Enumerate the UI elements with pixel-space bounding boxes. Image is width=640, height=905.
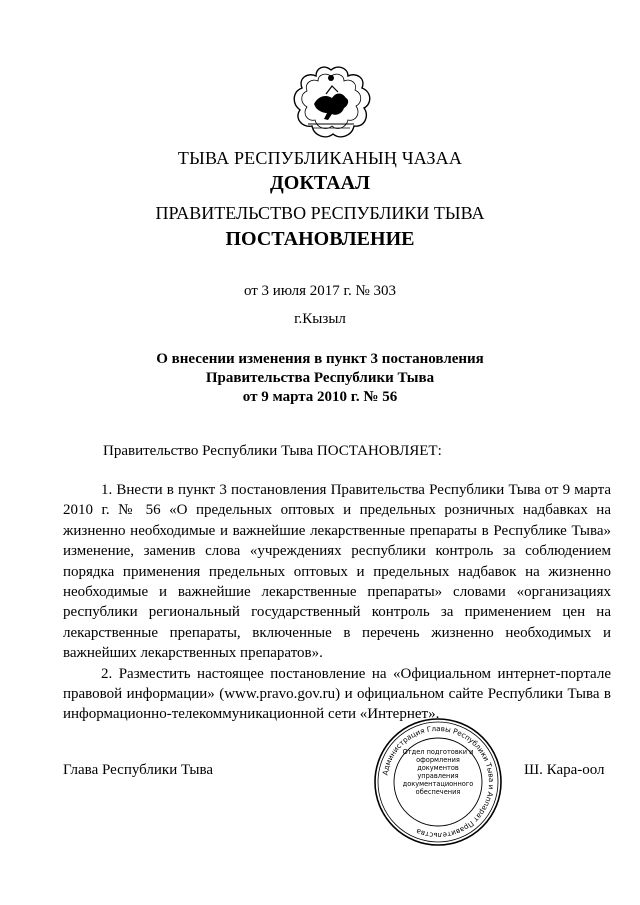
stamp-ring-text: Администрация Главы Республики Тыва и Аппарат Правительства xyxy=(380,723,497,841)
government-title: ПРАВИТЕЛЬСТВО РЕСПУБЛИКИ ТЫВА xyxy=(155,203,485,223)
tyva-government-title: ТЫВА РЕСПУБЛИКАНЫҢ ЧАЗАА xyxy=(177,148,463,168)
document-place: г.Кызыл xyxy=(294,311,346,327)
signatory-position: Глава Республики Тыва xyxy=(63,762,214,778)
tyva-document-type: ДОКТААЛ xyxy=(270,172,370,194)
document-title-line: от 9 марта 2010 г. № 56 xyxy=(242,389,398,405)
document-type: ПОСТАНОВЛЕНИЕ xyxy=(225,228,415,250)
paragraph-2: 2. Разместить настоящее постановление на «Официальном интернет-портале правовой информации» (www.pravo.gov.ru) и официальном сайте Республики Тыва в информационно-телекоммуникационной сети «Интернет». xyxy=(63,665,611,723)
tyva-emblem-icon xyxy=(286,64,376,144)
document-title-line: О внесении изменения в пункт 3 постановления xyxy=(156,351,484,367)
stamp-center-text: Отдел подготовки и оформления документов управления документационного обеспечения xyxy=(402,748,474,796)
preamble: Правительство Республики Тыва ПОСТАНОВЛЯЕТ: xyxy=(103,443,442,459)
paragraph-1: 1. Внести в пункт 3 постановления Правительства Республики Тыва от 9 марта 2010 г. № 56 «О предельных оптовых и предельных розничных надбавках на жизненно необходимые и важнейшие лекарственные препараты в Республике Тыва» изменение, заменив слова «учреждениях республики контроль за соблюдением порядка применения предельных оптовых и предельных надбавок на жизненно необходимые и важнейшие лекарственные препараты» словами «организациях республики региональный государственный контроль за применением цен на лекарственные препараты, включенные в перечень жизненно необходимых и важнейших лекарственных препаратов». xyxy=(63,482,611,662)
document-title-line: Правительства Республики Тыва xyxy=(205,370,435,386)
document-title xyxy=(0,350,640,407)
document-body xyxy=(63,480,611,725)
official-stamp-icon xyxy=(372,716,504,848)
document-date-number: от 3 июля 2017 г. № 303 xyxy=(243,283,397,299)
signatory-name: Ш. Кара-оол xyxy=(524,762,605,778)
